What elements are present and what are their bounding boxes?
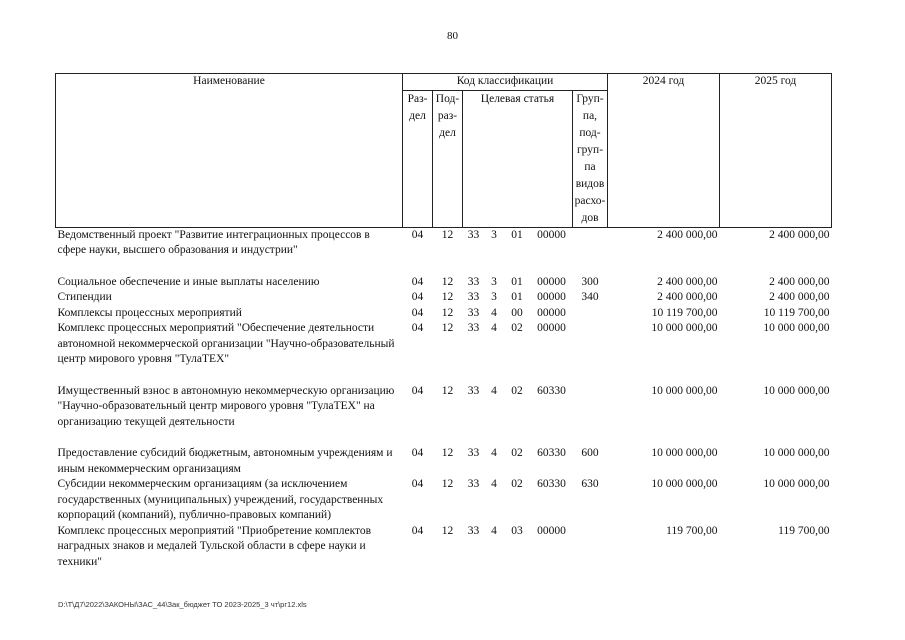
row-expense-group bbox=[573, 227, 608, 275]
header-target-article: Целевая статья bbox=[463, 90, 573, 227]
row-target-program: 33 bbox=[467, 447, 480, 459]
row-expense-group: 300 bbox=[581, 275, 599, 288]
row-name: Предоставление субсидий бюджетным, автономным учреждениям и иным некоммерческим организациям bbox=[57, 447, 393, 475]
row-amount-2024: 2 400 000,00 bbox=[657, 291, 718, 303]
row-section: 04 bbox=[411, 384, 424, 397]
header-year-2025: 2025 год bbox=[720, 74, 832, 228]
row-name: Имущественный взнос в автономную некоммерческую организацию "Научно-образовательный центр мирового уровня "ТулаТЕХ" на организацию текущей деятельности bbox=[57, 384, 395, 428]
header-expense-group-line: дов bbox=[581, 211, 599, 224]
row-subsection: 12 bbox=[441, 306, 454, 319]
table-body bbox=[56, 227, 832, 570]
row-target-subprogram: 00 bbox=[511, 306, 523, 319]
row-expense-group: 630 bbox=[581, 478, 599, 490]
header-year-2024: 2024 год bbox=[608, 74, 720, 228]
row-target-type: 4 bbox=[491, 322, 497, 334]
table-row bbox=[56, 290, 832, 306]
row-amount-2024: 2 400 000,00 bbox=[657, 275, 718, 288]
row-amount-2025: 2 400 000,00 bbox=[769, 291, 830, 303]
row-expense-group bbox=[573, 306, 608, 322]
header-code-group: Код классификации bbox=[403, 74, 608, 91]
row-amount-2024: 10 000 000,00 bbox=[651, 384, 718, 397]
table-row bbox=[56, 275, 832, 291]
row-amount-2025: 2 400 000,00 bbox=[769, 275, 830, 288]
row-amount-2024: 2 400 000,00 bbox=[657, 228, 718, 241]
table-header bbox=[56, 74, 832, 228]
row-section: 04 bbox=[411, 306, 424, 319]
row-subsection: 12 bbox=[441, 384, 454, 397]
row-subsection: 12 bbox=[441, 228, 454, 241]
row-amount-2024: 10 119 700,00 bbox=[651, 306, 718, 319]
table-row bbox=[56, 321, 832, 384]
header-subsection-line: дел bbox=[439, 126, 456, 139]
row-target-direction: 00000 bbox=[537, 306, 566, 319]
row-expense-group: 600 bbox=[581, 447, 599, 459]
table-row bbox=[56, 446, 832, 477]
row-name: Ведомственный проект "Развитие интеграционных процессов в сфере науки, высшего образования и индустрии" bbox=[57, 228, 370, 256]
header-section-line: Раз- bbox=[407, 92, 428, 105]
row-expense-group: 340 bbox=[581, 291, 599, 303]
header-expense-group-line: расхо- bbox=[574, 194, 606, 207]
row-subsection: 12 bbox=[441, 322, 454, 334]
row-target-type: 4 bbox=[491, 478, 497, 490]
row-target-direction: 60330 bbox=[537, 478, 566, 490]
row-name: Стипендии bbox=[57, 291, 112, 303]
header-section-line: дел bbox=[409, 109, 426, 122]
table-row bbox=[56, 306, 832, 322]
row-target-subprogram: 01 bbox=[511, 291, 523, 303]
row-target-program: 33 bbox=[467, 524, 480, 537]
row-target-subprogram: 02 bbox=[511, 384, 523, 397]
header-name: Наименование bbox=[56, 74, 403, 228]
row-subsection: 12 bbox=[441, 478, 454, 490]
row-target-type: 4 bbox=[491, 447, 497, 459]
row-target-subprogram: 01 bbox=[511, 228, 523, 241]
row-section: 04 bbox=[411, 322, 424, 334]
page-number: 80 bbox=[447, 30, 458, 42]
row-target-program: 33 bbox=[467, 384, 480, 397]
row-amount-2025: 10 119 700,00 bbox=[763, 306, 830, 319]
header-expense-group-line: Груп- bbox=[576, 92, 604, 105]
row-target-program: 33 bbox=[467, 322, 480, 334]
row-target-type: 4 bbox=[491, 306, 497, 319]
row-target-direction: 00000 bbox=[537, 291, 566, 303]
row-target-subprogram: 02 bbox=[511, 447, 523, 459]
row-section: 04 bbox=[411, 524, 424, 537]
row-target-type: 4 bbox=[491, 384, 497, 397]
header-expense-group-line: па, bbox=[582, 109, 598, 122]
row-target-type: 3 bbox=[491, 275, 497, 288]
row-name: Комплекс процессных мероприятий "Обеспечение деятельности автономной некоммерческой организации "Научно-образовательный центр мирового уровня "ТулаТЕХ" bbox=[57, 322, 395, 365]
row-target-subprogram: 02 bbox=[511, 478, 523, 490]
row-target-direction: 00000 bbox=[537, 524, 566, 537]
row-target-direction: 00000 bbox=[537, 322, 566, 334]
row-target-program: 33 bbox=[467, 478, 480, 490]
row-amount-2024: 10 000 000,00 bbox=[651, 447, 718, 459]
table-row bbox=[56, 384, 832, 447]
row-target-direction: 00000 bbox=[537, 228, 566, 241]
row-name: Социальное обеспечение и иные выплаты населению bbox=[57, 275, 320, 288]
row-expense-group bbox=[573, 321, 608, 384]
row-section: 04 bbox=[411, 291, 424, 303]
header-expense-group-line: па bbox=[584, 160, 596, 173]
row-subsection: 12 bbox=[441, 447, 454, 459]
header-section bbox=[403, 90, 433, 227]
row-target-direction: 60330 bbox=[537, 447, 566, 459]
header-subsection-line: раз- bbox=[437, 109, 458, 122]
row-target-type: 3 bbox=[491, 291, 497, 303]
row-target-direction: 60330 bbox=[537, 384, 566, 397]
row-target-type: 3 bbox=[491, 228, 497, 241]
row-expense-group bbox=[573, 524, 608, 571]
row-section: 04 bbox=[411, 478, 424, 490]
row-amount-2025: 119 700,00 bbox=[778, 524, 830, 537]
table-row bbox=[56, 477, 832, 524]
row-expense-group bbox=[573, 384, 608, 447]
row-target-program: 33 bbox=[467, 275, 480, 288]
row-amount-2024: 119 700,00 bbox=[666, 524, 718, 537]
header-expense-group bbox=[573, 90, 608, 227]
header-expense-group-line: груп- bbox=[576, 143, 604, 156]
row-amount-2025: 10 000 000,00 bbox=[763, 384, 830, 397]
row-name: Комплексы процессных мероприятий bbox=[57, 306, 242, 319]
table-row bbox=[56, 524, 832, 571]
row-amount-2025: 10 000 000,00 bbox=[763, 447, 830, 459]
header-subsection-line: Под- bbox=[435, 92, 460, 105]
row-amount-2025: 2 400 000,00 bbox=[769, 228, 830, 241]
row-section: 04 bbox=[411, 447, 424, 459]
row-target-program: 33 bbox=[467, 306, 480, 319]
row-amount-2025: 10 000 000,00 bbox=[763, 322, 830, 334]
row-subsection: 12 bbox=[441, 291, 454, 303]
row-section: 04 bbox=[411, 275, 424, 288]
budget-table bbox=[55, 73, 832, 570]
row-target-subprogram: 01 bbox=[511, 275, 523, 288]
row-subsection: 12 bbox=[441, 275, 454, 288]
table-row bbox=[56, 227, 832, 275]
row-name: Комплекс процессных мероприятий "Приобретение комплектов наградных знаков и медалей Тульской области в сфере науки и техники" bbox=[57, 524, 372, 568]
row-name: Субсидии некоммерческим организациям (за исключением государственных (муниципальных) учреждений, государственных корпораций (компаний), публично-правовых компаний) bbox=[57, 478, 384, 521]
row-subsection: 12 bbox=[441, 524, 454, 537]
header-subsection bbox=[433, 90, 463, 227]
row-amount-2024: 10 000 000,00 bbox=[651, 478, 718, 490]
row-section: 04 bbox=[411, 228, 424, 241]
row-target-subprogram: 02 bbox=[511, 322, 523, 334]
row-target-program: 33 bbox=[467, 291, 480, 303]
row-amount-2025: 10 000 000,00 bbox=[763, 478, 830, 490]
header-expense-group-line: под- bbox=[579, 126, 601, 139]
header-expense-group-line: видов bbox=[575, 177, 605, 190]
row-target-type: 4 bbox=[491, 524, 497, 537]
row-target-subprogram: 03 bbox=[511, 524, 523, 537]
row-amount-2024: 10 000 000,00 bbox=[651, 322, 718, 334]
row-target-direction: 00000 bbox=[537, 275, 566, 288]
file-path-footer: D:\Т\Д7\2022\ЗАКОНЫ\ЗАС_44\Зак_бюджет ТО 2023-2025_3 чт\рг12.xls bbox=[58, 600, 307, 609]
row-target-program: 33 bbox=[467, 228, 480, 241]
